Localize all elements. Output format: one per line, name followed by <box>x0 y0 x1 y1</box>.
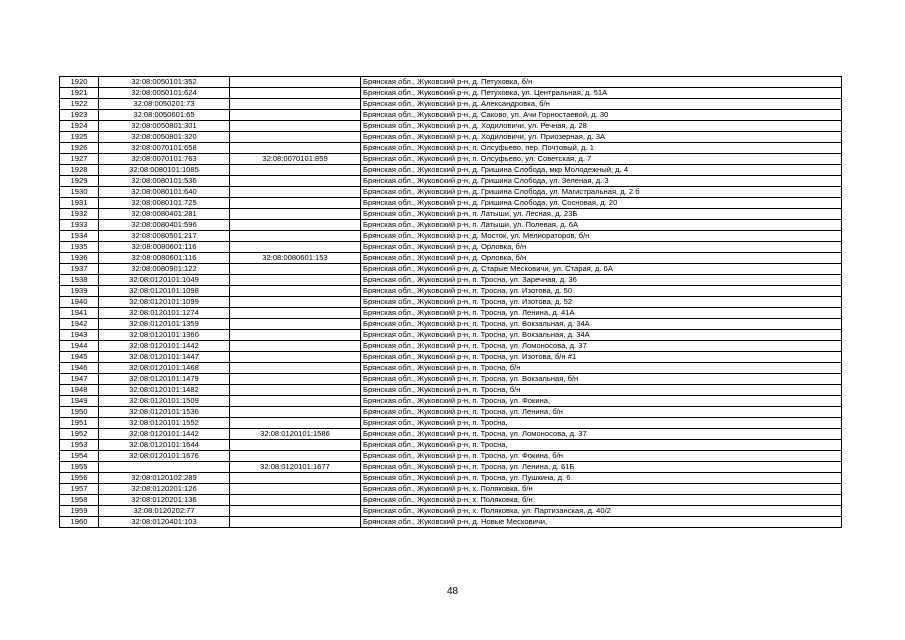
cadastral-number-cell: 32:08:0050801:301 <box>99 121 230 132</box>
secondary-cadastral-number-cell <box>230 451 361 462</box>
cadastral-number-cell: 32:08:0120101:1552 <box>99 418 230 429</box>
address-cell: Брянская обл., Жуковский р-н, д. Петуховка, ул. Центральная, д. 51А <box>361 88 842 99</box>
address-cell: Брянская обл., Жуковский р-н, п. Латыши, ул. Полевая, д. 6А <box>361 220 842 231</box>
row-number-cell: 1926 <box>60 143 99 154</box>
row-number-cell: 1921 <box>60 88 99 99</box>
row-number-cell: 1954 <box>60 451 99 462</box>
secondary-cadastral-number-cell <box>230 132 361 143</box>
secondary-cadastral-number-cell <box>230 297 361 308</box>
table-row <box>60 154 842 165</box>
secondary-cadastral-number-cell <box>230 286 361 297</box>
address-cell: Брянская обл., Жуковский р-н, д. Орловка, б/н <box>361 253 842 264</box>
secondary-cadastral-number-cell <box>230 506 361 517</box>
secondary-cadastral-number-cell <box>230 121 361 132</box>
secondary-cadastral-number-cell <box>230 176 361 187</box>
secondary-cadastral-number-cell <box>230 242 361 253</box>
address-cell: Брянская обл., Жуковский р-н, п. Тросна, ул. Ломоносова, д. 37 <box>361 429 842 440</box>
table-row <box>60 297 842 308</box>
cadastral-number-cell: 32:08:0120101:1644 <box>99 440 230 451</box>
secondary-cadastral-number-cell <box>230 275 361 286</box>
secondary-cadastral-number-cell <box>230 330 361 341</box>
secondary-cadastral-number-cell <box>230 198 361 209</box>
row-number-cell: 1945 <box>60 352 99 363</box>
address-cell: Брянская обл., Жуковский р-н, д. Гришина Слобода, ул. Зеленая, д. 3 <box>361 176 842 187</box>
registry-table-body <box>60 77 842 528</box>
address-cell: Брянская обл., Жуковский р-н, п. Тросна, ул. Вокзальная, д. 34А <box>361 330 842 341</box>
table-row <box>60 77 842 88</box>
address-cell: Брянская обл., Жуковский р-н, д. Старые Месковичи, ул. Старая, д. 6А <box>361 264 842 275</box>
table-row <box>60 473 842 484</box>
address-cell: Брянская обл., Жуковский р-н, п. Олсуфьево, пер. Почтовый, д. 1 <box>361 143 842 154</box>
table-row <box>60 264 842 275</box>
row-number-cell: 1927 <box>60 154 99 165</box>
secondary-cadastral-number-cell <box>230 99 361 110</box>
row-number-cell: 1932 <box>60 209 99 220</box>
address-cell: Брянская обл., Жуковский р-н, д. Александровка, б/н <box>361 99 842 110</box>
table-row <box>60 330 842 341</box>
secondary-cadastral-number-cell <box>230 231 361 242</box>
table-row <box>60 308 842 319</box>
cadastral-number-cell: 32:08:0080901:122 <box>99 264 230 275</box>
table-row <box>60 407 842 418</box>
row-number-cell: 1951 <box>60 418 99 429</box>
table-row <box>60 396 842 407</box>
address-cell: Брянская обл., Жуковский р-н, п. Тросна, ул. Изотова, д. 50 <box>361 286 842 297</box>
secondary-cadastral-number-cell <box>230 385 361 396</box>
table-row <box>60 484 842 495</box>
cadastral-number-cell: 32:08:0050801:320 <box>99 132 230 143</box>
address-cell: Брянская обл., Жуковский р-н, п. Тросна, <box>361 440 842 451</box>
row-number-cell: 1941 <box>60 308 99 319</box>
table-row <box>60 110 842 121</box>
address-cell: Брянская обл., Жуковский р-н, п. Латыши, ул. Лесная, д. 23Б <box>361 209 842 220</box>
secondary-cadastral-number-cell <box>230 396 361 407</box>
row-number-cell: 1958 <box>60 495 99 506</box>
secondary-cadastral-number-cell <box>230 308 361 319</box>
table-row <box>60 374 842 385</box>
row-number-cell: 1922 <box>60 99 99 110</box>
cadastral-number-cell: 32:08:0080101:536 <box>99 176 230 187</box>
cadastral-number-cell: 32:08:0080601:116 <box>99 253 230 264</box>
table-row <box>60 132 842 143</box>
secondary-cadastral-number-cell: 32:08:0120101:1586 <box>230 429 361 440</box>
row-number-cell: 1936 <box>60 253 99 264</box>
table-row <box>60 275 842 286</box>
secondary-cadastral-number-cell: 32:08:0120101:1677 <box>230 462 361 473</box>
row-number-cell: 1929 <box>60 176 99 187</box>
secondary-cadastral-number-cell <box>230 484 361 495</box>
address-cell: Брянская обл., Жуковский р-н, д. Ходиловичи, ул. Приозерная, д. 3А <box>361 132 842 143</box>
address-cell: Брянская обл., Жуковский р-н, п. Тросна, б/н <box>361 363 842 374</box>
table-row <box>60 517 842 528</box>
cadastral-number-cell: 32:08:0120101:1098 <box>99 286 230 297</box>
row-number-cell: 1934 <box>60 231 99 242</box>
cadastral-number-cell: 32:08:0120101:1099 <box>99 297 230 308</box>
secondary-cadastral-number-cell <box>230 143 361 154</box>
secondary-cadastral-number-cell: 32:08:0070101:859 <box>230 154 361 165</box>
secondary-cadastral-number-cell <box>230 440 361 451</box>
row-number-cell: 1959 <box>60 506 99 517</box>
row-number-cell: 1950 <box>60 407 99 418</box>
table-row <box>60 319 842 330</box>
secondary-cadastral-number-cell <box>230 341 361 352</box>
row-number-cell: 1957 <box>60 484 99 495</box>
secondary-cadastral-number-cell <box>230 264 361 275</box>
cadastral-number-cell: 32:08:0120101:1049 <box>99 275 230 286</box>
cadastral-number-cell: 32:08:0080401:281 <box>99 209 230 220</box>
row-number-cell: 1943 <box>60 330 99 341</box>
address-cell: Брянская обл., Жуковский р-н, п. Тросна, <box>361 418 842 429</box>
address-cell: Брянская обл., Жуковский р-н, п. Тросна, ул. Пушкина, д. 6 <box>361 473 842 484</box>
cadastral-number-cell: 32:08:0120101:1676 <box>99 451 230 462</box>
address-cell: Брянская обл., Жуковский р-н, п. Тросна, ул. Вокзальная, б/н <box>361 374 842 385</box>
table-row <box>60 352 842 363</box>
address-cell: Брянская обл., Жуковский р-н, д. Мосток, ул. Мелиораторов, б/н <box>361 231 842 242</box>
cadastral-number-cell: 32:08:0050101:352 <box>99 77 230 88</box>
cadastral-number-cell: 32:08:0120201:136 <box>99 495 230 506</box>
address-cell: Брянская обл., Жуковский р-н, п. Тросна, ул. Изотова, д. 52 <box>361 297 842 308</box>
address-cell: Брянская обл., Жуковский р-н, д. Гришина Слобода, ул. Магистральная, д. 2 б <box>361 187 842 198</box>
row-number-cell: 1948 <box>60 385 99 396</box>
table-row <box>60 253 842 264</box>
address-cell: Брянская обл., Жуковский р-н, д. Гришина Слобода, ул. Сосновая, д. 20 <box>361 198 842 209</box>
secondary-cadastral-number-cell <box>230 407 361 418</box>
registry-table <box>59 76 842 528</box>
row-number-cell: 1937 <box>60 264 99 275</box>
address-cell: Брянская обл., Жуковский р-н, п. Тросна, ул. Ломоносова, д. 37 <box>361 341 842 352</box>
secondary-cadastral-number-cell <box>230 88 361 99</box>
cadastral-number-cell: 32:08:0120101:1274 <box>99 308 230 319</box>
cadastral-number-cell: 32:08:0080601:116 <box>99 242 230 253</box>
address-cell: Брянская обл., Жуковский р-н, п. Тросна, ул. Заречная, д. 36 <box>361 275 842 286</box>
address-cell: Брянская обл., Жуковский р-н, п. Тросна, ул. Фокина, <box>361 396 842 407</box>
table-row <box>60 99 842 110</box>
table-row <box>60 462 842 473</box>
cadastral-number-cell: 32:08:0120102:289 <box>99 473 230 484</box>
address-cell: Брянская обл., Жуковский р-н, п. Тросна, б/н <box>361 385 842 396</box>
table-row <box>60 451 842 462</box>
table-row <box>60 176 842 187</box>
table-row <box>60 506 842 517</box>
row-number-cell: 1946 <box>60 363 99 374</box>
table-row <box>60 187 842 198</box>
table-row <box>60 242 842 253</box>
secondary-cadastral-number-cell <box>230 209 361 220</box>
cadastral-number-cell: 32:08:0070101:763 <box>99 154 230 165</box>
address-cell: Брянская обл., Жуковский р-н, п. Тросна, ул. Изотова, б/н #1 <box>361 352 842 363</box>
table-row <box>60 121 842 132</box>
cadastral-number-cell: 32:08:0080101:640 <box>99 187 230 198</box>
cadastral-number-cell: 32:08:0120101:1442 <box>99 341 230 352</box>
cadastral-number-cell: 32:08:0120201:126 <box>99 484 230 495</box>
table-row <box>60 495 842 506</box>
row-number-cell: 1949 <box>60 396 99 407</box>
row-number-cell: 1956 <box>60 473 99 484</box>
address-cell: Брянская обл., Жуковский р-н, д. Орловка, б/н <box>361 242 842 253</box>
cadastral-number-cell: 32:08:0120101:1482 <box>99 385 230 396</box>
table-row <box>60 165 842 176</box>
table-row <box>60 429 842 440</box>
cadastral-number-cell: 32:08:0120101:1509 <box>99 396 230 407</box>
row-number-cell: 1928 <box>60 165 99 176</box>
row-number-cell: 1944 <box>60 341 99 352</box>
secondary-cadastral-number-cell <box>230 418 361 429</box>
secondary-cadastral-number-cell <box>230 363 361 374</box>
secondary-cadastral-number-cell <box>230 319 361 330</box>
cadastral-number-cell: 32:08:0120101:1536 <box>99 407 230 418</box>
address-cell: Брянская обл., Жуковский р-н, д. Ходиловичи, ул. Речная, д. 28 <box>361 121 842 132</box>
cadastral-number-cell: 32:08:0080101:725 <box>99 198 230 209</box>
address-cell: Брянская обл., Жуковский р-н, п. Тросна, ул. Ленина, б/н <box>361 407 842 418</box>
row-number-cell: 1947 <box>60 374 99 385</box>
cadastral-number-cell: 32:08:0120101:1359 <box>99 319 230 330</box>
table-row <box>60 363 842 374</box>
secondary-cadastral-number-cell <box>230 77 361 88</box>
address-cell: Брянская обл., Жуковский р-н, п. Тросна, ул. Ленина, д. 61Б <box>361 462 842 473</box>
row-number-cell: 1933 <box>60 220 99 231</box>
page-number: 48 <box>446 586 459 597</box>
row-number-cell: 1931 <box>60 198 99 209</box>
cadastral-number-cell: 32:08:0080501:217 <box>99 231 230 242</box>
cadastral-number-cell <box>99 462 230 473</box>
row-number-cell: 1953 <box>60 440 99 451</box>
row-number-cell: 1935 <box>60 242 99 253</box>
row-number-cell: 1930 <box>60 187 99 198</box>
address-cell: Брянская обл., Жуковский р-н, п. Тросна, ул. Фокина, б/н <box>361 451 842 462</box>
table-row <box>60 220 842 231</box>
secondary-cadastral-number-cell <box>230 187 361 198</box>
cadastral-number-cell: 32:08:0050201:73 <box>99 99 230 110</box>
row-number-cell: 1920 <box>60 77 99 88</box>
address-cell: Брянская обл., Жуковский р-н, х. Поляковка, б/н <box>361 484 842 495</box>
row-number-cell: 1925 <box>60 132 99 143</box>
cadastral-number-cell: 32:08:0120101:1442 <box>99 429 230 440</box>
row-number-cell: 1960 <box>60 517 99 528</box>
address-cell: Брянская обл., Жуковский р-н, д. Новые Месковичи, <box>361 517 842 528</box>
table-row <box>60 341 842 352</box>
row-number-cell: 1940 <box>60 297 99 308</box>
address-cell: Брянская обл., Жуковский р-н, х. Поляковка, ул. Партизанская, д. 40/2 <box>361 506 842 517</box>
address-cell: Брянская обл., Жуковский р-н, х. Поляковка, б/н <box>361 495 842 506</box>
table-row <box>60 209 842 220</box>
table-row <box>60 385 842 396</box>
row-number-cell: 1924 <box>60 121 99 132</box>
cadastral-number-cell: 32:08:0050101:624 <box>99 88 230 99</box>
secondary-cadastral-number-cell <box>230 352 361 363</box>
table-row <box>60 198 842 209</box>
table-row <box>60 231 842 242</box>
address-cell: Брянская обл., Жуковский р-н, п. Тросна, ул. Вокзальная, д. 34А <box>361 319 842 330</box>
secondary-cadastral-number-cell <box>230 165 361 176</box>
secondary-cadastral-number-cell <box>230 374 361 385</box>
cadastral-number-cell: 32:08:0120101:1479 <box>99 374 230 385</box>
cadastral-number-cell: 32:08:0080101:1085 <box>99 165 230 176</box>
cadastral-number-cell: 32:08:0070101:658 <box>99 143 230 154</box>
row-number-cell: 1939 <box>60 286 99 297</box>
table-row <box>60 88 842 99</box>
cadastral-number-cell: 32:08:0050601:65 <box>99 110 230 121</box>
row-number-cell: 1923 <box>60 110 99 121</box>
secondary-cadastral-number-cell: 32:08:0080601:153 <box>230 253 361 264</box>
address-cell: Брянская обл., Жуковский р-н, д. Петуховка, б/н <box>361 77 842 88</box>
table-row <box>60 440 842 451</box>
secondary-cadastral-number-cell <box>230 517 361 528</box>
cadastral-number-cell: 32:08:0120202:77 <box>99 506 230 517</box>
table-row <box>60 418 842 429</box>
secondary-cadastral-number-cell <box>230 110 361 121</box>
table-row <box>60 286 842 297</box>
cadastral-number-cell: 32:08:0120401:103 <box>99 517 230 528</box>
address-cell: Брянская обл., Жуковский р-н, п. Олсуфьево, ул. Советская, д. 7 <box>361 154 842 165</box>
cadastral-number-cell: 32:08:0120101:1447 <box>99 352 230 363</box>
row-number-cell: 1952 <box>60 429 99 440</box>
address-cell: Брянская обл., Жуковский р-н, д. Саково, ул. Ачи Горностаевой, д. 30 <box>361 110 842 121</box>
row-number-cell: 1942 <box>60 319 99 330</box>
secondary-cadastral-number-cell <box>230 473 361 484</box>
row-number-cell: 1938 <box>60 275 99 286</box>
table-row <box>60 143 842 154</box>
address-cell: Брянская обл., Жуковский р-н, п. Тросна, ул. Ленина, д. 41А <box>361 308 842 319</box>
address-cell: Брянская обл., Жуковский р-н, д. Гришина Слобода, мкр Молодежный, д. 4 <box>361 165 842 176</box>
cadastral-number-cell: 32:08:0120101:1468 <box>99 363 230 374</box>
row-number-cell: 1955 <box>60 462 99 473</box>
secondary-cadastral-number-cell <box>230 495 361 506</box>
secondary-cadastral-number-cell <box>230 220 361 231</box>
cadastral-number-cell: 32:08:0080401:596 <box>99 220 230 231</box>
cadastral-number-cell: 32:08:0120101:1360 <box>99 330 230 341</box>
